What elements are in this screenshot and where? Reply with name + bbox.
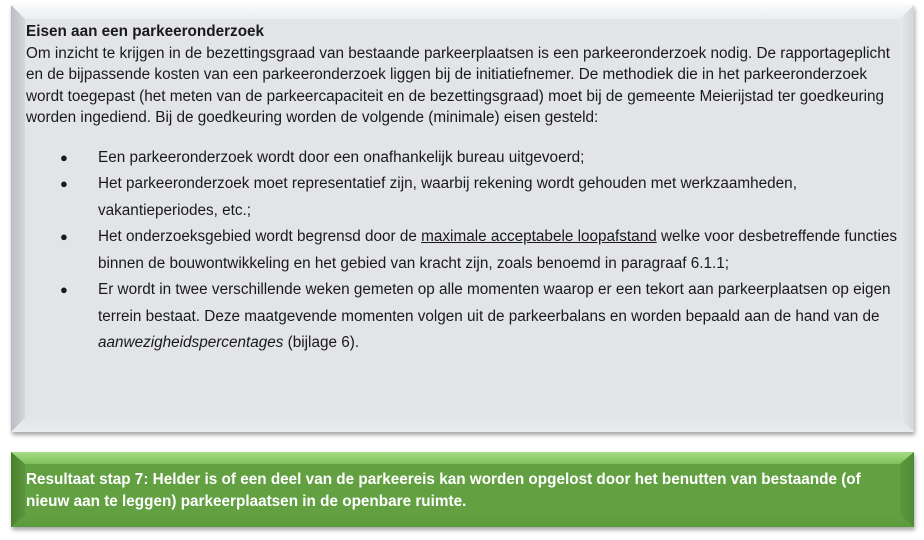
bullet-icon: ●: [60, 149, 68, 165]
info-box-title: Eisen aan een parkeeronderzoek: [26, 23, 265, 40]
bevel-edge-bottom: [11, 418, 914, 432]
bullet-icon: ●: [60, 176, 68, 191]
requirement-text: Een parkeeronderzoek wordt door een onafhankelijk bureau uitgevoerd;: [98, 148, 585, 166]
requirement-item: [26, 171, 902, 224]
requirement-text-before: Het onderzoeksgebied wordt begrensd door de: [98, 228, 422, 245]
info-box-paragraph: Om inzicht te krijgen in de bezettingsgraad van bestaande parkeerplaatsen is een parkeeronderzoek nodig. De rapportageplicht en de bijpassende kosten van een parkeeronderzoek liggen bij de initiatiefnemer. De methodiek die in het parkeeronderzoek wordt toegepast (het meten van de parkeercapaciteit en de bezettingsgraad) moet bij de gemeente Meierijstad ter goedkeuring worden ingediend. Bij de goedkeuring worden de volgende (minimale) eisen gesteld:: [26, 44, 890, 126]
requirement-text-before: Er wordt in twee verschillende weken gemeten op alle momenten waarop er een tekort aan parkeerplaatsen op eigen terrein bestaat. Deze maatgevende momenten volgen uit de parkeerbalans en worden bepaald aan de hand van de: [98, 281, 891, 325]
bevel-edge-left: [11, 5, 25, 432]
bevel-edge-bottom: [11, 515, 914, 527]
bevel-edge-right: [900, 452, 914, 527]
result-step-text: Resultaat stap 7: Helder is of een deel van de parkeereis kan worden opgelost door het benutten van bestaande (of nieuw aan te leggen) parkeerplaatsen in de openbare ruimte.: [26, 471, 861, 510]
requirement-item: [26, 224, 902, 277]
requirements-list: [26, 145, 902, 357]
presence-percentages-term: aanwezigheidspercentages: [98, 334, 284, 351]
bullet-icon: ●: [60, 229, 68, 244]
requirement-text-after: (bijlage 6).: [283, 334, 360, 351]
requirement-text-after: welke voor desbetreffende functies binnen de bouwontwikkeling en het gebied van kracht zijn, zoals benoemd in paragraaf 6.1.1;: [98, 228, 898, 272]
bevel-edge-top: [11, 452, 914, 464]
bevel-edge-right: [900, 5, 914, 432]
walking-distance-link-text: maximale acceptabele loopafstand: [421, 228, 657, 245]
requirement-item: [26, 145, 902, 172]
info-box-content: [26, 21, 902, 357]
result-step-box: [11, 452, 914, 527]
bevel-edge-left: [11, 452, 25, 527]
requirement-text: Het parkeeronderzoek moet representatief zijn, waarbij rekening wordt gehouden met werkzaamheden, vakantieperiodes, etc.;: [98, 175, 797, 219]
bullet-icon: ●: [60, 282, 68, 297]
requirement-item: [26, 277, 902, 357]
requirements-info-box: [11, 5, 914, 432]
bevel-edge-top: [11, 5, 914, 19]
